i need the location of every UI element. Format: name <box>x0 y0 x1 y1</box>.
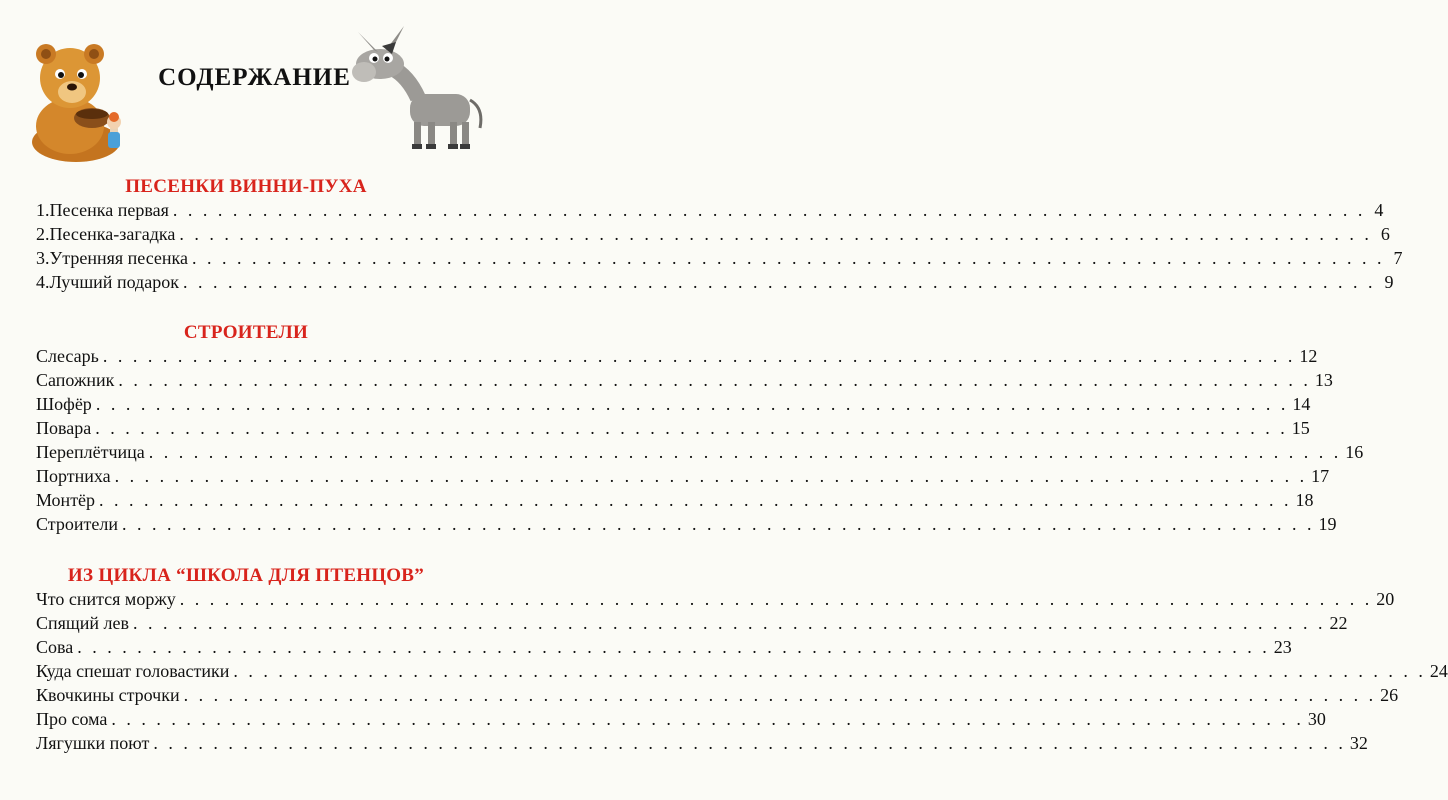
entry-page-number: 22 <box>1329 613 1348 633</box>
entry-page-number: 4 <box>1374 200 1384 220</box>
toc-section <box>36 320 1364 538</box>
toc-entry[interactable] <box>36 418 1310 442</box>
dot-leader: . . . . . . . . . . . . . . . . . . . . . . . . . . . . . . . . . . . . . . . . . . . . . . . . . . . . . . . . . . . . . . . . . . . . . . . . . . . . . . . . <box>95 418 1288 438</box>
toc-entry[interactable] <box>36 466 1330 490</box>
entry-title: Спящий лев <box>36 613 130 633</box>
toc-entry[interactable] <box>36 661 1448 685</box>
toc-entry[interactable] <box>36 613 1348 637</box>
entry-page-number: 7 <box>1393 248 1403 268</box>
toc-entry[interactable] <box>36 637 1292 661</box>
dot-leader: . . . . . . . . . . . . . . . . . . . . . . . . . . . . . . . . . . . . . . . . . . . . . . . . . . . . . . . . . . . . . . . . . . . . . . . . . . . . . . . . <box>153 733 1346 753</box>
entry-title: Что снится моржу <box>36 589 176 609</box>
entry-page-number: 26 <box>1380 685 1399 705</box>
entry-page-number: 19 <box>1318 514 1337 534</box>
entry-title: Сапожник <box>36 370 115 390</box>
section-title: ПЕСЕНКИ ВИННИ-ПУХА <box>125 176 367 197</box>
entry-page-number: 9 <box>1384 272 1394 292</box>
toc-entry[interactable] <box>36 685 1399 709</box>
entry-title: 3.Утренняя песенка <box>36 248 189 268</box>
dot-leader: . . . . . . . . . . . . . . . . . . . . . . . . . . . . . . . . . . . . . . . . . . . . . . . . . . . . . . . . . . . . . . . . . . . . . . . . . . . . . . . . <box>111 709 1304 729</box>
bear-illustration <box>18 38 136 166</box>
toc-entry[interactable] <box>36 514 1337 538</box>
dot-leader: . . . . . . . . . . . . . . . . . . . . . . . . . . . . . . . . . . . . . . . . . . . . . . . . . . . . . . . . . . . . . . . . . . . . . . . . . . . . . . . . <box>148 442 1342 462</box>
dot-leader: . . . . . . . . . . . . . . . . . . . . . . . . . . . . . . . . . . . . . . . . . . . . . . . . . . . . . . . . . . . . . . . . . . . . . . . . . . . . . . . . <box>179 589 1373 609</box>
entry-page-number: 13 <box>1314 370 1333 390</box>
entry-title: Шофёр <box>36 394 92 414</box>
dot-leader: . . . . . . . . . . . . . . . . . . . . . . . . . . . . . . . . . . . . . . . . . . . . . . . . . . . . . . . . . . . . . . . . . . . . . . . . . . . . . . . . <box>192 248 1385 268</box>
entry-page-number: 24 <box>1429 661 1448 681</box>
entry-title: Сова <box>36 637 74 657</box>
entry-page-number: 16 <box>1345 442 1364 462</box>
entry-title: Монтёр <box>36 490 96 510</box>
section-title: СТРОИТЕЛИ <box>183 322 309 343</box>
entry-title: Лягушки поют <box>36 733 150 753</box>
entry-title: Про сома <box>36 709 108 729</box>
toc-entry[interactable] <box>36 272 1394 296</box>
toc-section <box>36 174 1403 296</box>
page-title: СОДЕРЖАНИЕ <box>158 64 351 91</box>
toc-entry[interactable] <box>36 394 1311 418</box>
entry-page-number: 15 <box>1291 418 1310 438</box>
entry-page-number: 30 <box>1307 709 1326 729</box>
toc-entry[interactable] <box>36 200 1384 224</box>
toc-entry[interactable] <box>36 346 1318 370</box>
entry-title: Куда спешат головастики <box>36 661 230 681</box>
donkey-illustration <box>352 24 492 152</box>
toc-entry[interactable] <box>36 589 1395 613</box>
toc-section <box>36 563 1448 757</box>
toc-entry[interactable] <box>36 442 1364 466</box>
toc-entry[interactable] <box>36 490 1314 514</box>
entry-page-number: 6 <box>1380 224 1390 244</box>
entry-page-number: 14 <box>1292 394 1311 414</box>
dot-leader: . . . . . . . . . . . . . . . . . . . . . . . . . . . . . . . . . . . . . . . . . . . . . . . . . . . . . . . . . . . . . . . . . . . . . . . . . . . . . . . . <box>77 637 1270 657</box>
dot-leader: . . . . . . . . . . . . . . . . . . . . . . . . . . . . . . . . . . . . . . . . . . . . . . . . . . . . . . . . . . . . . . . . . . . . . . . . . . . . . . . . <box>118 370 1311 390</box>
entry-page-number: 23 <box>1273 637 1292 657</box>
dot-leader: . . . . . . . . . . . . . . . . . . . . . . . . . . . . . . . . . . . . . . . . . . . . . . . . . . . . . . . . . . . . . . . . . . . . . . . . . . . . . . . . <box>114 466 1308 486</box>
entry-title: Переплётчица <box>36 442 145 462</box>
toc-entry[interactable] <box>36 248 1403 272</box>
entry-title: Слесарь <box>36 346 99 366</box>
dot-leader: . . . . . . . . . . . . . . . . . . . . . . . . . . . . . . . . . . . . . . . . . . . . . . . . . . . . . . . . . . . . . . . . . . . . . . . . . . . . . . . . <box>183 685 1377 705</box>
toc-entry[interactable] <box>36 709 1326 733</box>
dot-leader: . . . . . . . . . . . . . . . . . . . . . . . . . . . . . . . . . . . . . . . . . . . . . . . . . . . . . . . . . . . . . . . . . . . . . . . . . . . . . . . . <box>102 346 1296 366</box>
entry-title: Квочкины строчки <box>36 685 180 705</box>
entry-page-number: 17 <box>1311 466 1330 486</box>
entry-title: Повара <box>36 418 92 438</box>
dot-leader: . . . . . . . . . . . . . . . . . . . . . . . . . . . . . . . . . . . . . . . . . . . . . . . . . . . . . . . . . . . . . . . . . . . . . . . . . . . . . . . . <box>121 514 1315 534</box>
toc-entry[interactable] <box>36 733 1368 757</box>
dot-leader: . . . . . . . . . . . . . . . . . . . . . . . . . . . . . . . . . . . . . . . . . . . . . . . . . . . . . . . . . . . . . . . . . . . . . . . . . . . . . . . . <box>179 224 1372 244</box>
entry-page-number: 18 <box>1295 490 1314 510</box>
entry-title: 2.Песенка-загадка <box>36 224 176 244</box>
entry-page-number: 20 <box>1376 589 1395 609</box>
entry-page-number: 12 <box>1299 346 1318 366</box>
toc-entry[interactable] <box>36 224 1390 248</box>
section-title: ИЗ ЦИКЛА “ШКОЛА ДЛЯ ПТЕНЦОВ” <box>67 565 425 586</box>
entry-title: 1.Песенка первая <box>36 200 169 220</box>
toc-entry[interactable] <box>36 370 1333 394</box>
dot-leader: . . . . . . . . . . . . . . . . . . . . . . . . . . . . . . . . . . . . . . . . . . . . . . . . . . . . . . . . . . . . . . . . . . . . . . . . . . . . . . . . <box>95 394 1289 414</box>
entry-title: 4.Лучший подарок <box>36 272 179 292</box>
entry-title: Портниха <box>36 466 111 486</box>
dot-leader: . . . . . . . . . . . . . . . . . . . . . . . . . . . . . . . . . . . . . . . . . . . . . . . . . . . . . . . . . . . . . . . . . . . . . . . . . . . . . . . . <box>99 490 1292 510</box>
entry-title: Строители <box>36 514 118 534</box>
dot-leader: . . . . . . . . . . . . . . . . . . . . . . . . . . . . . . . . . . . . . . . . . . . . . . . . . . . . . . . . . . . . . . . . . . . . . . . . . . . . . . . . <box>172 200 1366 220</box>
entry-page-number: 32 <box>1349 733 1368 753</box>
dot-leader: . . . . . . . . . . . . . . . . . . . . . . . . . . . . . . . . . . . . . . . . . . . . . . . . . . . . . . . . . . . . . . . . . . . . . . . . . . . . . . . . <box>233 661 1426 681</box>
dot-leader: . . . . . . . . . . . . . . . . . . . . . . . . . . . . . . . . . . . . . . . . . . . . . . . . . . . . . . . . . . . . . . . . . . . . . . . . . . . . . . . . <box>133 613 1326 633</box>
dot-leader: . . . . . . . . . . . . . . . . . . . . . . . . . . . . . . . . . . . . . . . . . . . . . . . . . . . . . . . . . . . . . . . . . . . . . . . . . . . . . . . . <box>182 272 1376 292</box>
